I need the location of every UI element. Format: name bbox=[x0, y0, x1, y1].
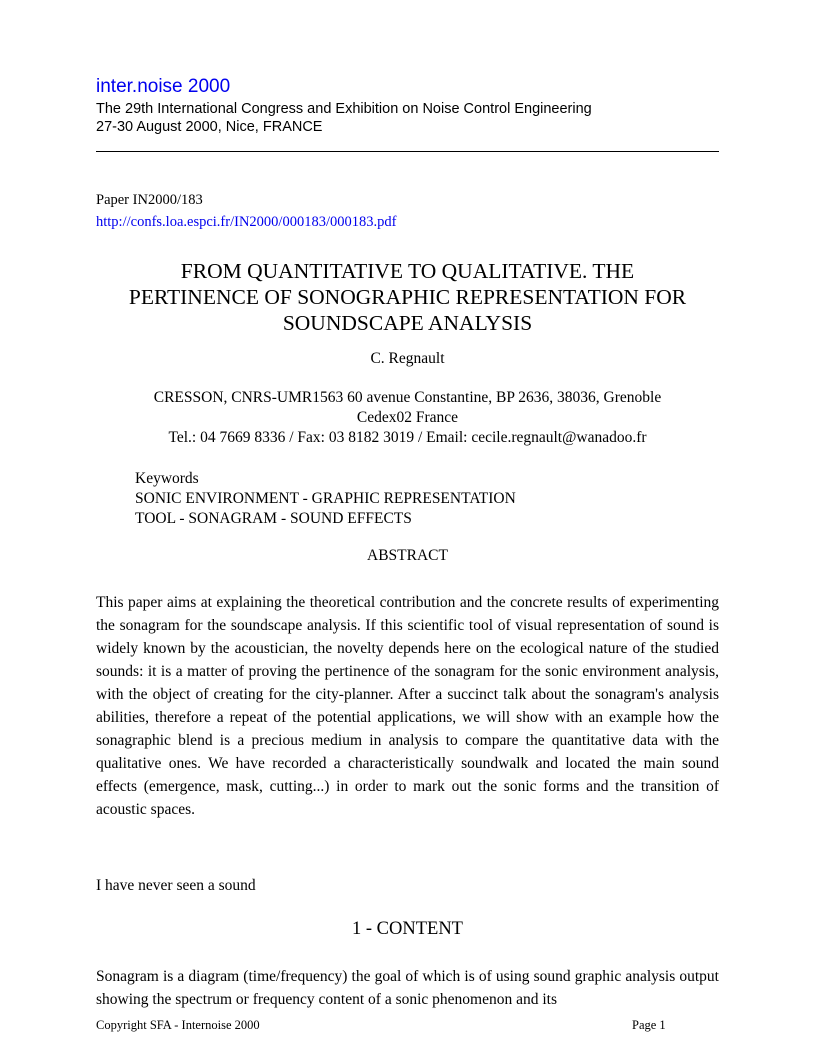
footer-page-number: Page 1 bbox=[632, 1018, 666, 1032]
author-name: C. Regnault bbox=[370, 350, 445, 367]
title-line: FROM QUANTITATIVE TO QUALITATIVE. THE bbox=[180, 259, 635, 283]
keywords-label: Keywords bbox=[135, 470, 199, 487]
affiliation bbox=[96, 388, 719, 448]
conference-dates: 27-30 August 2000, Nice, FRANCE bbox=[96, 119, 323, 135]
keywords-line: SONIC ENVIRONMENT - GRAPHIC REPRESENTATION bbox=[135, 490, 516, 507]
title-line: PERTINENCE OF SONOGRAPHIC REPRESENTATION FOR bbox=[128, 285, 687, 309]
paper-title bbox=[96, 258, 719, 336]
epigraph: I have never seen a sound bbox=[96, 877, 256, 894]
header-divider bbox=[96, 151, 719, 152]
paper-url-link[interactable]: http://confs.loa.espci.fr/IN2000/000183/000183.pdf bbox=[96, 214, 397, 230]
section-text: Sonagram is a diagram (time/frequency) the goal of which is of using sound graphic analysis output showing the spectrum or frequency content of a sonic phenomenon and its bbox=[96, 968, 719, 1008]
paper-id: Paper IN2000/183 bbox=[96, 192, 203, 208]
section-heading: 1 - CONTENT bbox=[352, 919, 463, 939]
affiliation-line: Cedex02 France bbox=[356, 409, 459, 426]
affiliation-line: Tel.: 04 7669 8336 / Fax: 03 8182 3019 / Email: cecile.regnault@wanadoo.fr bbox=[168, 429, 647, 446]
abstract-heading: ABSTRACT bbox=[367, 547, 448, 564]
keywords-line: TOOL - SONAGRAM - SOUND EFFECTS bbox=[135, 510, 412, 527]
conference-name: inter.noise 2000 bbox=[96, 76, 231, 97]
footer-copyright: Copyright SFA - Internoise 2000 bbox=[96, 1018, 260, 1032]
title-line: SOUNDSCAPE ANALYSIS bbox=[282, 311, 533, 335]
affiliation-line: CRESSON, CNRS-UMR1563 60 avenue Constantine, BP 2636, 38036, Grenoble bbox=[153, 389, 662, 406]
keywords-block bbox=[135, 469, 516, 529]
congress-title: The 29th International Congress and Exhibition on Noise Control Engineering bbox=[96, 101, 592, 117]
abstract-text: This paper aims at explaining the theoretical contribution and the concrete results of experimenting the sonagram for the soundscape analysis. If this scientific tool of visual representation of sound is widely known by the acoustician, the novelty depends here on the ecological nature of the studied sounds: it is a matter of proving the pertinence of the sonagram for the sonic environment analysis, with the object of creating for the city-planner. After a succinct talk about the sonagram's analysis abilities, therefore a repeat of the potential applications, we will show with an example how the sonagraphic blend is a precious medium in analysis to compare the quantitative data with the qualitative ones. We have recorded a characteristically soundwalk and located the main sound effects (emergence, mask, cutting...) in order to mark out the sonic forms and the transition of acoustic spaces. bbox=[96, 594, 719, 818]
